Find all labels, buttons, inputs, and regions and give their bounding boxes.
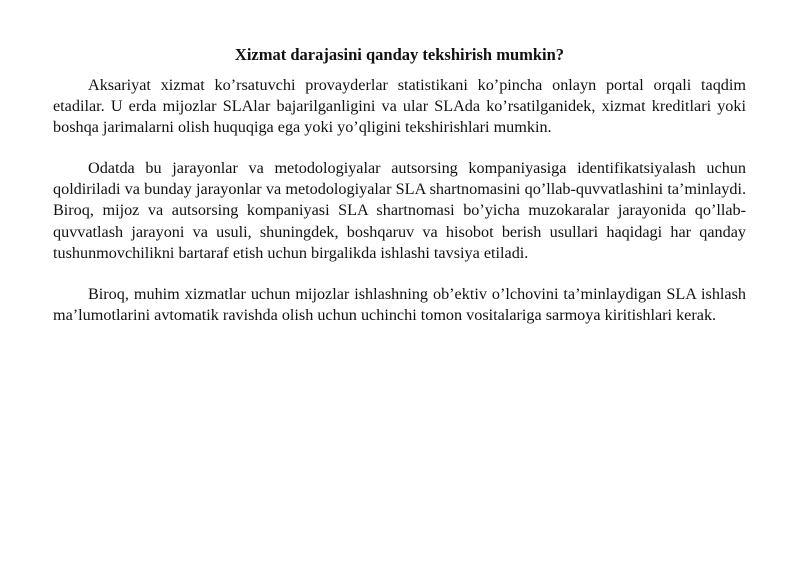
document-title: Xizmat darajasini qanday tekshirish mumkin?: [234, 45, 565, 64]
paragraph-3: Biroq, muhim xizmatlar uchun mijozlar ishlashning ob’ektiv o’lchovini ta’minlaydigan SLA ishlash ma’lumotlarini avtomatik ravishda olish uchun uchinchi tomon vositalariga sarmoya kiritishlari kerak.: [53, 284, 746, 324]
paragraph-1: Aksariyat xizmat ko’rsatuvchi provayderlar statistikani ko’pincha onlayn portal orqali taqdim etadilar. U erda mijozlar SLAlar bajarilganligini va ular SLAda ko’rsatilganidek, xizmat kreditlari yoki boshqa jarimalarni olish huquqiga ega yoki yo’qligini tekshirishlari mumkin.: [53, 76, 746, 137]
document-page: [53, 44, 746, 346]
paragraph-2: Odatda bu jarayonlar va metodologiyalar autsorsing kompaniyasiga identifikatsiyalash uchun qoldiriladi va bunday jarayonlar va metodologiyalar SLA shartnomasini qo’llab-quvvatlashini ta’minlaydi. Biroq, mijoz va autsorsing kompaniyasi SLA shartnomasi bo’yicha muzokaralar jarayonida qo’llab-quvvatlash jarayoni va usuli, shuningdek, boshqaruv va hisobot berish usullari haqidagi har qanday tushunmovchilikni bartaraf etish uchun birgalikda ishlashi tavsiya etiladi.: [53, 159, 746, 262]
